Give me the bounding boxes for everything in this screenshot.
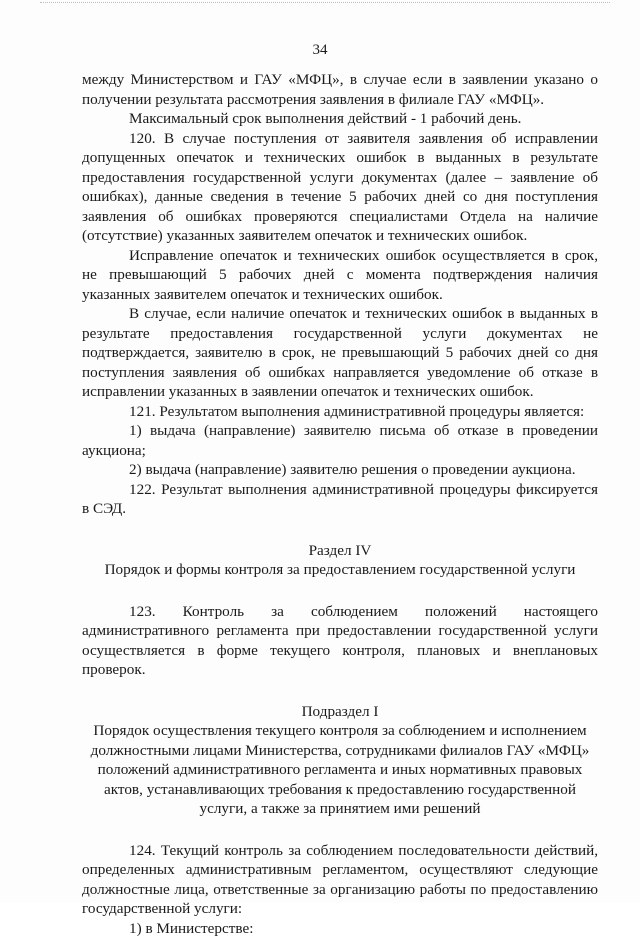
section-title: Раздел IV	[82, 541, 598, 561]
subsection-subtitle: Порядок осуществления текущего контроля за соблюдением и исполнением должностными лицами Министерства, сотрудниками филиалов ГАУ «МФЦ» положений административного регламента и иных нормативных правовых актов, устанавливающих требования к предоставлению государственной услуги, а также за принятием ими решений	[82, 721, 598, 819]
paragraph-correction-term: Исправление опечаток и технических ошибок осуществляется в срок, не превышающий 5 рабочих дней с момента подтверждения наличия указанных заявителем опечаток и технических ошибок.	[82, 246, 598, 305]
paragraph-122: 122. Результат выполнения административной процедуры фиксируется в СЭД.	[82, 480, 598, 519]
paragraph-123: 123. Контроль за соблюдением положений настоящего административного регламента при предоставлении государственной услуги осуществляется в форме текущего контроля, плановых и внеплановых проверок.	[82, 602, 598, 680]
paragraph-continuation: между Министерством и ГАУ «МФЦ», в случае если в заявлении указано о получении результата рассмотрения заявления в филиале ГАУ «МФЦ».	[82, 70, 598, 109]
list-item-refusal-letter: 1) выдача (направление) заявителю письма об отказе в проведении аукциона;	[82, 421, 598, 460]
subsection-title: Подраздел I	[82, 702, 598, 722]
paragraph-124: 124. Текущий контроль за соблюдением последовательности действий, определенных административным регламентом, осуществляют следующие должностные лица, ответственные за организацию работы по предоставлению государственной услуги:	[82, 841, 598, 919]
page-number: 34	[0, 42, 640, 59]
paragraph-121: 121. Результатом выполнения административной процедуры является:	[82, 402, 598, 422]
document-body	[82, 70, 598, 938]
paragraph-120: 120. В случае поступления от заявителя заявления об исправлении допущенных опечаток и технических ошибок в выданных в результате предоставления государственной услуги документах (далее – заявление об ошибках), данные сведения в течение 5 рабочих дней со дня поступления заявления об ошибках проверяются специалистами Отдела на наличие (отсутствие) указанных заявителем опечаток и технических ошибок.	[82, 129, 598, 246]
scan-artifact-line	[40, 2, 610, 3]
paragraph-refusal-notice: В случае, если наличие опечаток и технических ошибок в выданных в результате предоставления государственной услуги документах не подтверждается, заявителю в срок, не превышающий 5 рабочих дней со дня поступления заявления об ошибках направляется уведомление об отказе в исправлении указанных в заявлении опечаток и технических ошибок.	[82, 304, 598, 402]
list-item-ministry: 1) в Министерстве:	[82, 919, 598, 938]
paragraph-deadline: Максимальный срок выполнения действий - 1 рабочий день.	[82, 109, 598, 129]
section-subtitle: Порядок и формы контроля за предоставлением государственной услуги	[82, 560, 598, 580]
list-item-auction-decision: 2) выдача (направление) заявителю решения о проведении аукциона.	[82, 460, 598, 480]
